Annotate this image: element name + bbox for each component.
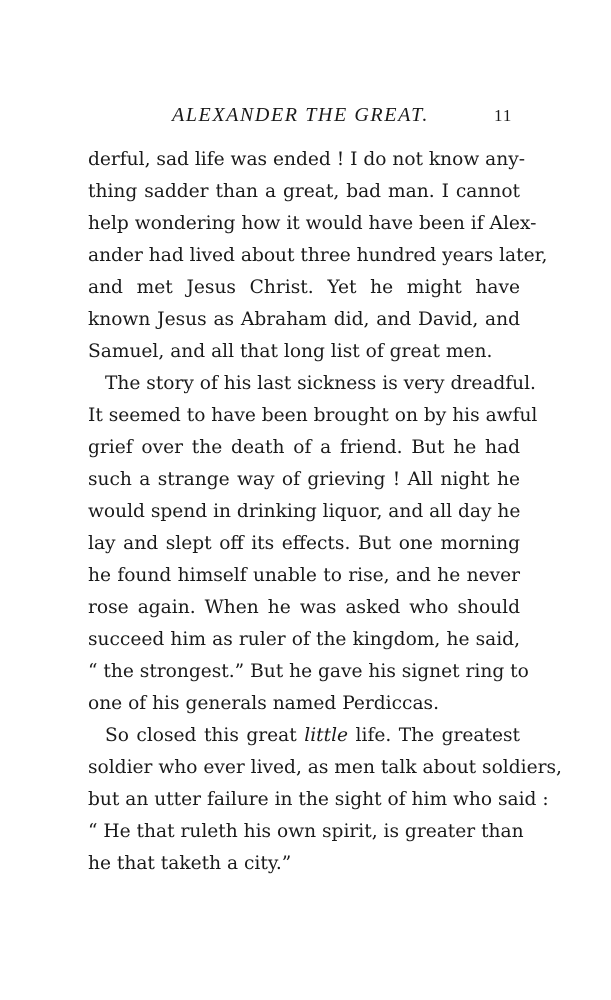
text-line: The story of his last sickness is very dreadful. bbox=[105, 373, 536, 394]
text-line: ander had lived about three hundred years later, bbox=[88, 245, 548, 266]
text-line: It seemed to have been brought on by his awful bbox=[88, 405, 538, 426]
text-line: lay and slept off its effects. But one morning bbox=[88, 533, 520, 554]
text-line: help wondering how it would have been if Alex- bbox=[88, 213, 537, 234]
text-line: succeed him as ruler of the kingdom, he said, bbox=[88, 629, 520, 650]
text-line: known Jesus as Abraham did, and David, and bbox=[88, 309, 520, 330]
page-number: 11 bbox=[494, 106, 513, 125]
text-line: “ the strongest.” But he gave his signet ring to bbox=[88, 661, 529, 682]
text-line: Samuel, and all that long list of great men. bbox=[88, 341, 493, 362]
text-line: and met Jesus Christ. Yet he might have bbox=[88, 277, 520, 298]
body-text bbox=[88, 144, 562, 880]
text-line: he that taketh a city.” bbox=[88, 853, 292, 874]
text-line bbox=[88, 720, 520, 752]
text-fragment: life. The greatest bbox=[348, 725, 520, 746]
text-line: but an utter failure in the sight of him who said : bbox=[88, 789, 549, 810]
text-fragment: So closed this great bbox=[105, 725, 305, 746]
text-line: such a strange way of grieving ! All night he bbox=[88, 469, 520, 490]
emphasized-word: little bbox=[304, 725, 349, 746]
text-line: soldier who ever lived, as men talk about soldiers, bbox=[88, 757, 562, 778]
text-line: thing sadder than a great, bad man. I cannot bbox=[88, 181, 520, 202]
text-line: one of his generals named Perdiccas. bbox=[88, 693, 439, 714]
text-line: he found himself unable to rise, and he never bbox=[88, 565, 520, 586]
running-head bbox=[0, 100, 611, 130]
running-title: ALEXANDER THE GREAT. bbox=[172, 104, 429, 126]
text-line: grief over the death of a friend. But he had bbox=[88, 437, 520, 458]
text-line: would spend in drinking liquor, and all day he bbox=[88, 501, 521, 522]
text-line: “ He that ruleth his own spirit, is greater than bbox=[88, 821, 524, 842]
text-line: rose again. When he was asked who should bbox=[88, 597, 520, 618]
text-line: derful, sad life was ended ! I do not know any- bbox=[88, 149, 526, 170]
